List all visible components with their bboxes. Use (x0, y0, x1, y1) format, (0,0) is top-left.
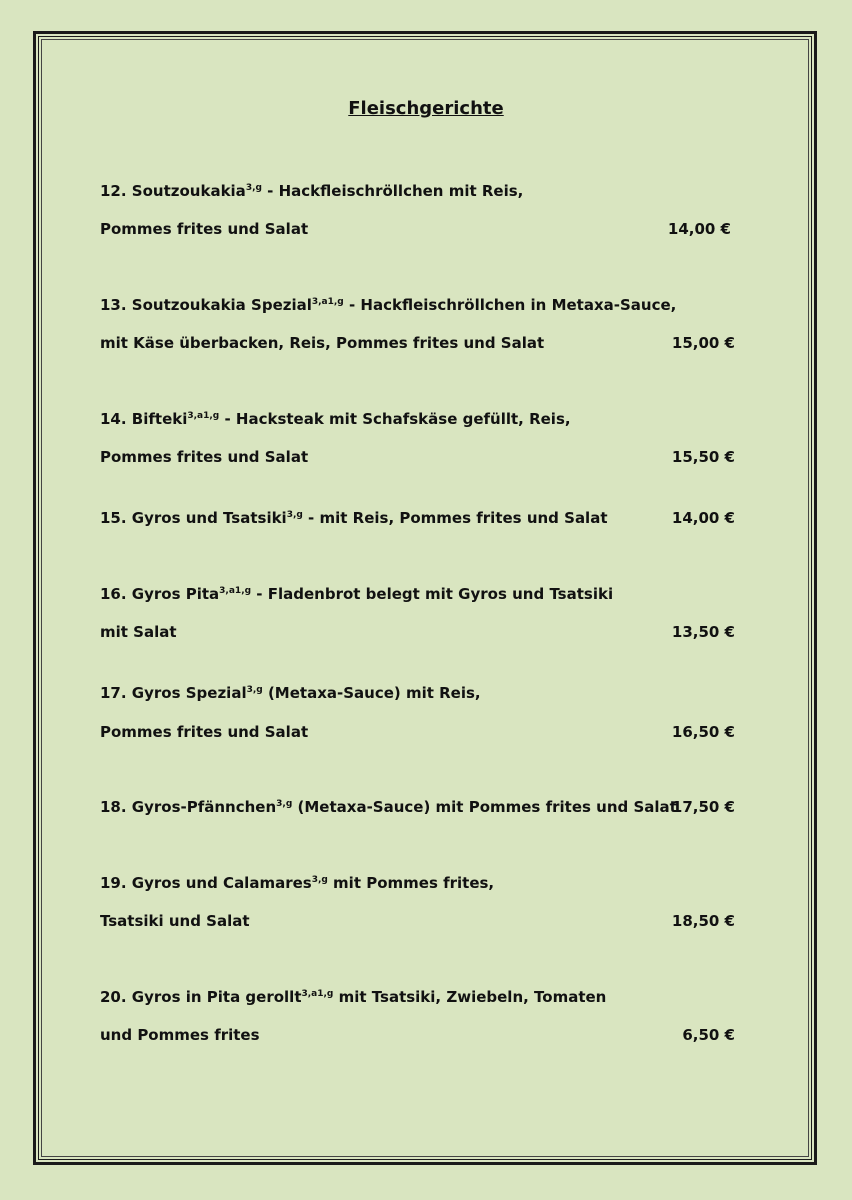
item-price: 6,50 € (682, 1026, 735, 1044)
item-description: - Hacksteak mit Schafskäse gefüllt, Reis, (219, 410, 571, 428)
allergen-codes: 3,g (246, 685, 263, 695)
item-price: 15,00 € (671, 334, 735, 352)
allergen-codes: 3,a1,g (219, 586, 252, 596)
item-description: (Metaxa-Sauce) mit Reis, (262, 684, 481, 702)
allergen-codes: 3,g (245, 183, 262, 193)
allergen-codes: 3,g (286, 510, 303, 520)
allergen-codes: 3,a1,g (311, 297, 344, 307)
item-description: mit Pommes frites, (327, 874, 495, 892)
item-name: 12. Soutzoukakia (100, 182, 246, 200)
menu-item-20 (100, 987, 606, 1007)
item-price: 14,00 € (671, 509, 735, 527)
item-description-line2: mit Salat (100, 623, 177, 641)
menu-item-13 (100, 295, 676, 315)
item-price: 16,50 € (671, 723, 735, 741)
allergen-codes: 3,a1,g (301, 989, 334, 999)
item-name: 17. Gyros Spezial (100, 684, 247, 702)
item-name: 18. Gyros-Pfännchen (100, 798, 277, 816)
menu-item-14 (100, 409, 571, 429)
item-description-line2: und Pommes frites (100, 1026, 260, 1044)
allergen-codes: 3,g (311, 875, 328, 885)
allergen-codes: 3,g (276, 799, 293, 809)
menu-item-19 (100, 873, 494, 893)
item-name: 20. Gyros in Pita gerollt (100, 988, 302, 1006)
item-description-line2: Pommes frites und Salat (100, 448, 309, 466)
item-description-line2: Tsatsiki und Salat (100, 912, 250, 930)
item-price: 18,50 € (671, 912, 735, 930)
item-description: (Metaxa-Sauce) mit Pommes frites und Salat (292, 798, 677, 816)
menu-item-17 (100, 683, 481, 703)
item-description-line2: mit Käse überbacken, Reis, Pommes frites und Salat (100, 334, 545, 352)
menu-item-12 (100, 181, 523, 201)
item-description: - Fladenbrot belegt mit Gyros und Tsatsiki (251, 585, 614, 603)
item-name: 14. Bifteki (100, 410, 188, 428)
item-description: - Hackfleischröllchen in Metaxa-Sauce, (343, 296, 677, 314)
item-price: 14,00 € (667, 220, 731, 238)
item-description: - Hackfleischröllchen mit Reis, (261, 182, 524, 200)
menu-item-15 (100, 508, 608, 528)
item-price: 13,50 € (671, 623, 735, 641)
item-name: 13. Soutzoukakia Spezial (100, 296, 312, 314)
menu-title: Fleischgerichte (348, 98, 504, 119)
item-description-line2: Pommes frites und Salat (100, 220, 309, 238)
item-description: mit Tsatsiki, Zwiebeln, Tomaten (333, 988, 607, 1006)
item-name: 16. Gyros Pita (100, 585, 220, 603)
item-price: 15,50 € (671, 448, 735, 466)
item-description: - mit Reis, Pommes frites und Salat (302, 509, 608, 527)
allergen-codes: 3,a1,g (187, 411, 220, 421)
item-description-line2: Pommes frites und Salat (100, 723, 309, 741)
item-name: 15. Gyros und Tsatsiki (100, 509, 287, 527)
menu-item-18 (100, 797, 677, 817)
item-name: 19. Gyros und Calamares (100, 874, 312, 892)
item-price: 17,50 € (671, 798, 735, 816)
menu-item-16 (100, 584, 613, 604)
